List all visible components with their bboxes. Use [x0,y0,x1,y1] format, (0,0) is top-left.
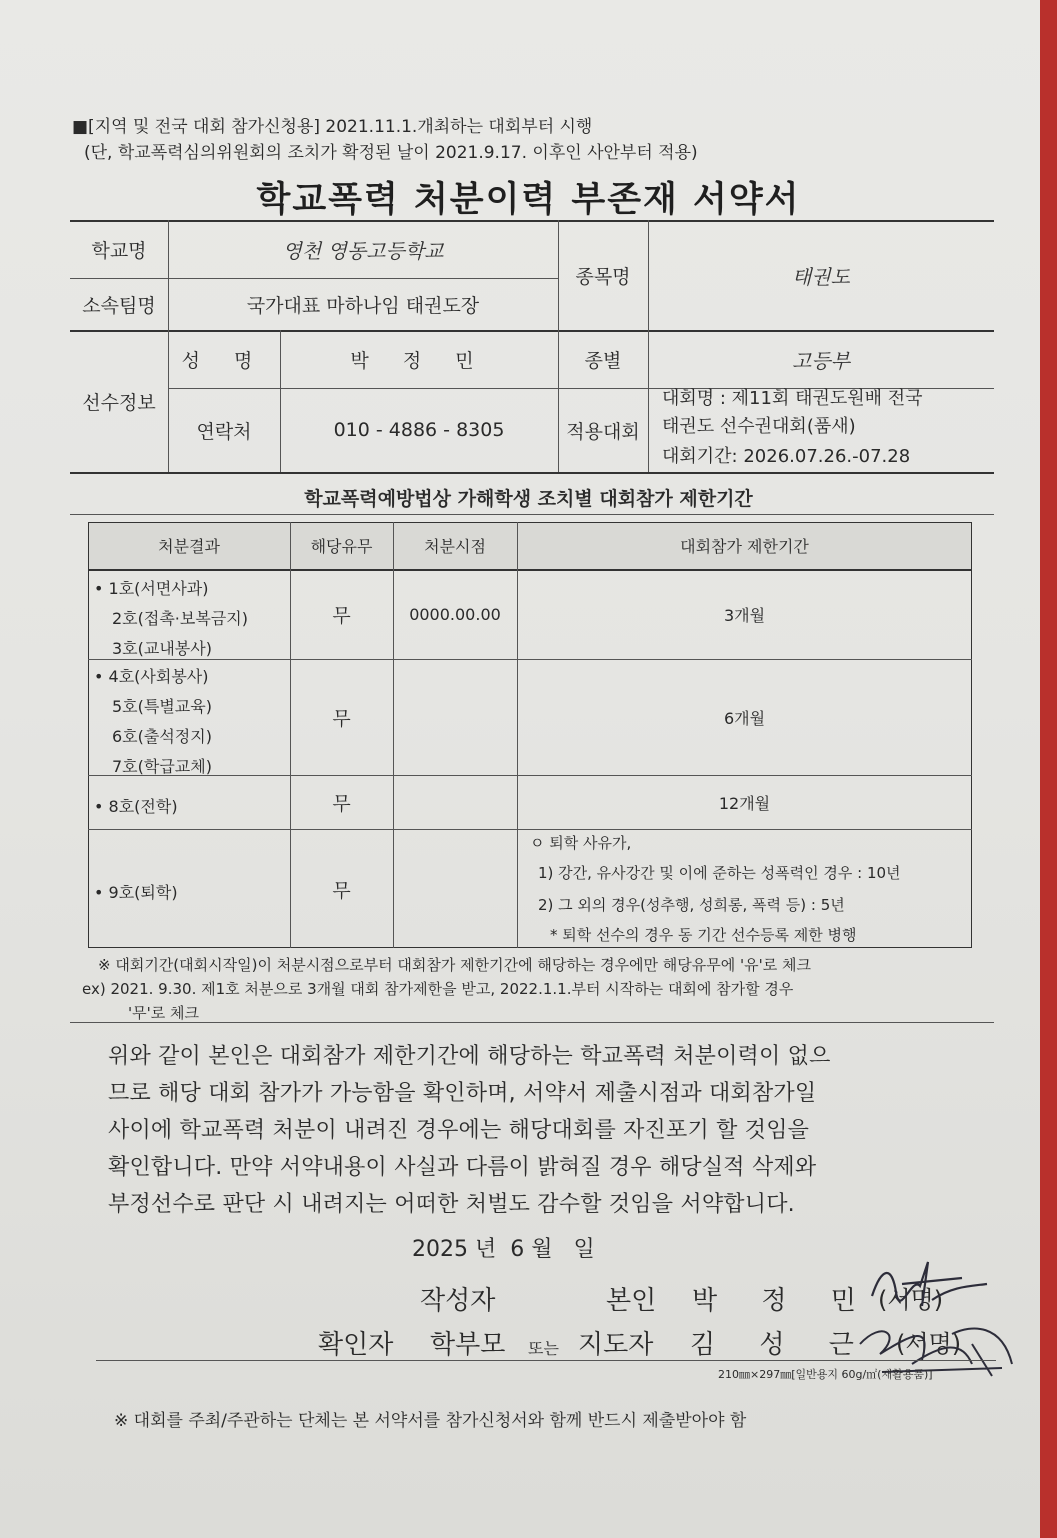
row4-period-line-3: 2) 그 외의 경우(성추행, 성희롱, 폭력 등) : 5년 [538,896,845,914]
contact-label: 연락처 [196,420,252,443]
event-label: 적용대회 [566,420,640,443]
row3-date [393,776,517,829]
event-line-1: 대회명 : 제11회 태권도원배 전국 [662,388,923,409]
row2-item-4: 7호(학급교체) [112,757,212,776]
footer-note: ※ 대회를 주최/주관하는 단체는 본 서약서를 참가신청서와 함께 반드시 제출받아야 함 [114,1411,747,1431]
team-label: 소속팀명 [82,294,156,317]
row4-applicable: 무 [332,879,351,902]
paper-spec: 210㎜×297㎜[일반용지 60g/㎡(재활용품)] [718,1368,933,1381]
header-note-2: (단, 학교폭력심의위원회의 조치가 확정된 날이 2021.9.17. 이후인 사안부터 적용) [84,143,698,163]
table-note-3: '무'로 체크 [128,1004,199,1022]
row1-period: 3개월 [723,606,766,625]
confirm-name: 김 성 근 [690,1330,872,1360]
confirm-sign-mark: (서명) [896,1330,962,1358]
pledge-line-2: 므로 해당 대회 참가가 가능함을 확인하며, 서약서 제출시점과 대회참가일 [108,1081,817,1106]
row2-item-3: 6호(출석정지) [112,727,212,746]
confirm-role-coach: 지도자 [578,1330,654,1360]
division-label: 종별 [584,349,622,372]
confirm-role-parent: 학부모 [430,1330,506,1360]
event-line-3: 대회기간: 2026.07.26.-07.28 [662,446,911,467]
row4-period-line-1: ㅇ 퇴학 사유가, [530,834,632,852]
sport-label: 종목명 [575,265,631,288]
row3-applicable: 무 [332,793,351,815]
pledge-paragraph [108,1038,988,1223]
writer-label: 작성자 [420,1286,496,1316]
event-line-2: 태권도 선수권대회(품새) [662,416,856,437]
date-line: 2025 년 6 월 일 [412,1237,595,1262]
pledge-line-4: 확인합니다. 만약 서약내용이 사실과 다름이 밝혀질 경우 해당실적 삭제와 [108,1155,817,1180]
writer-sign-mark: (서명) [878,1286,944,1314]
team-value: 국가대표 마하나임 태권도장 [246,294,480,317]
writer-name: 박 정 민 [692,1286,874,1316]
document-title: 학교폭력 처분이력 부존재 서약서 [256,180,801,220]
restriction-title: 학교폭력예방법상 가해학생 조치별 대회참가 제한기간 [304,488,753,510]
row1-applicable: 무 [332,605,351,627]
table-note-1: ※ 대회기간(대회시작일)이 처분시점으로부터 대회참가 제한기간에 해당하는 경우에만 해당유무에 '유'로 체크 [98,956,811,974]
row1-date: 0000.00.00 [409,605,501,624]
col-header-period: 대회참가 제한기간 [680,537,809,556]
name-label: 성 명 [181,349,267,372]
writer-handwritten-signature [862,1256,992,1316]
row2-applicable: 무 [332,708,351,730]
row2-item-2: 5호(특별교육) [112,697,212,716]
division-value: 고등부 [792,348,850,373]
row2-date [393,660,517,775]
pledge-line-1: 위와 같이 본인은 대회참가 제한기간에 해당하는 학교폭력 처분이력이 없으 [108,1044,831,1069]
sport-value: 태권도 [792,264,850,289]
header-note-1: ■[지역 및 전국 대회 참가신청용] 2021.11.1.개최하는 대회부터 시행 [72,117,593,137]
col-header-result: 처분결과 [158,537,220,556]
row1-item-2: 2호(접촉·보복금지) [112,609,248,628]
row4-period-line-2: 1) 강간, 유사강간 및 이에 준하는 성폭력인 경우 : 10년 [538,864,901,882]
col-header-date: 처분시점 [424,537,486,556]
writer-role: 본인 [606,1286,657,1316]
row2-period: 6개월 [723,709,766,728]
row2-item-1: • 4호(사회봉사) [94,667,209,686]
player-info-label: 선수정보 [82,391,156,414]
row4-date [393,830,517,948]
contact-value: 010 - 4886 - 8305 [333,419,505,441]
row4-item-1: • 9호(퇴학) [94,883,178,902]
row3-period: 12개월 [718,794,771,813]
row1-item-1: • 1호(서면사과) [94,579,209,598]
school-label: 학교명 [91,239,147,262]
background-edge [1040,0,1057,1538]
pledge-line-5: 부정선수로 판단 시 내려지는 어떠한 처벌도 감수할 것임을 서약합니다. [108,1192,795,1217]
col-header-applicable: 해당유무 [310,537,373,556]
table-note-2: ex) 2021. 9.30. 제1호 처분으로 3개월 대회 참가제한을 받고, 2022.1.1.부터 시작하는 대회에 참가할 경우 [82,980,794,998]
confirm-label: 확인자 [318,1330,394,1360]
row1-item-3: 3호(교내봉사) [112,639,212,658]
name-value: 박 정 민 [350,349,488,372]
row4-period-line-4: * 퇴학 선수의 경우 동 기간 선수등록 제한 병행 [550,926,857,944]
confirm-or: 또는 [528,1339,559,1358]
pledge-line-3: 사이에 학교폭력 처분이 내려진 경우에는 해당대회를 자진포기 할 것임을 [108,1118,810,1143]
row3-item-1: • 8호(전학) [94,797,178,816]
school-value: 영천 영동고등학교 [282,238,444,263]
